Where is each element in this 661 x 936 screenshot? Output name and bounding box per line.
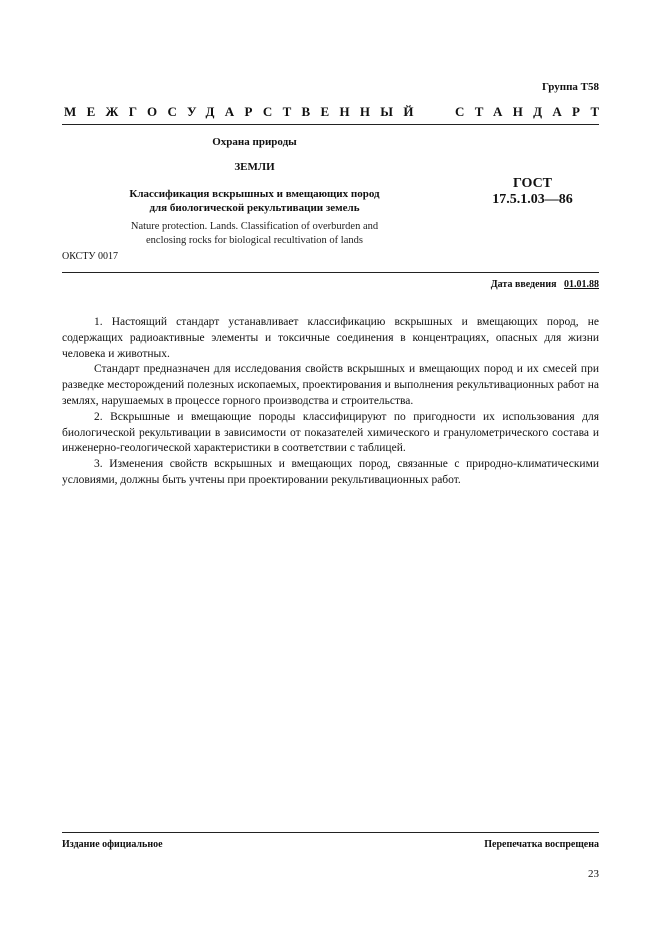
official-edition-note: Издание официальное <box>62 839 163 850</box>
footer-rule <box>62 832 599 833</box>
document-title-ru <box>62 187 447 215</box>
reprint-prohibited-note: Перепечатка воспрещена <box>484 839 599 850</box>
body-paragraph: 3. Изменения свойств вскрышных и вмещающих пород, связанные с природно-климатическими условиями, должны быть учтены при проектировании рекультивационных работ. <box>62 458 599 486</box>
title-ru-line-2: для биологической рекультивации земель <box>149 202 360 214</box>
title-en-line-2: enclosing rocks for biological recultivation of lands <box>146 235 363 246</box>
document-body <box>62 315 599 489</box>
gost-label: ГОСТ <box>512 176 553 191</box>
okstu-code: ОКСТУ 0017 <box>62 251 119 262</box>
introduction-date-value: 01.01.88 <box>564 279 599 290</box>
body-paragraph: Стандарт предназначен для исследования свойств вскрышных и вмещающих пород и их смесей при разведке месторождений полезных ископаемых, проектирования и выполнения рекультивационных работ на землях, нарушаемых в процессе горного производства и строительства. <box>62 363 599 407</box>
banner-standard: СТАНДАРТ <box>455 104 610 119</box>
body-paragraph: 1. Настоящий стандарт устанавливает классификацию вскрышных и вмещающих пород, не содержащих радиоактивные элементы и токсичные соединения в концентрациях, опасных для жизни человека и животных. <box>62 316 599 360</box>
gost-number: 17.5.1.03—86 <box>492 192 573 207</box>
body-paragraph: 2. Вскрышные и вмещающие породы классифицируют по пригодности их использования для биологической рекультивации в зависимости от показателей химического и гранулометрического состава и инженерно-геологической характеристики в соответствии с таблицей. <box>62 410 599 455</box>
banner-interstate: МЕЖГОСУДАРСТВЕННЫЙ <box>64 104 424 119</box>
page-number: 23 <box>588 868 599 880</box>
group-code: Группа Т58 <box>541 81 599 93</box>
introduction-date <box>491 279 599 290</box>
section-title: Охрана природы <box>212 136 297 148</box>
title-en-line-1: Nature protection. Lands. Classification of overburden and <box>130 221 379 232</box>
title-rule <box>62 272 599 273</box>
subject-title: ЗЕМЛИ <box>234 161 275 173</box>
introduction-date-label: Дата введения <box>490 279 557 290</box>
document-title-en <box>62 220 447 248</box>
header-rule <box>62 124 599 125</box>
title-ru-line-1: Классификация вскрышных и вмещающих пород <box>129 188 380 200</box>
